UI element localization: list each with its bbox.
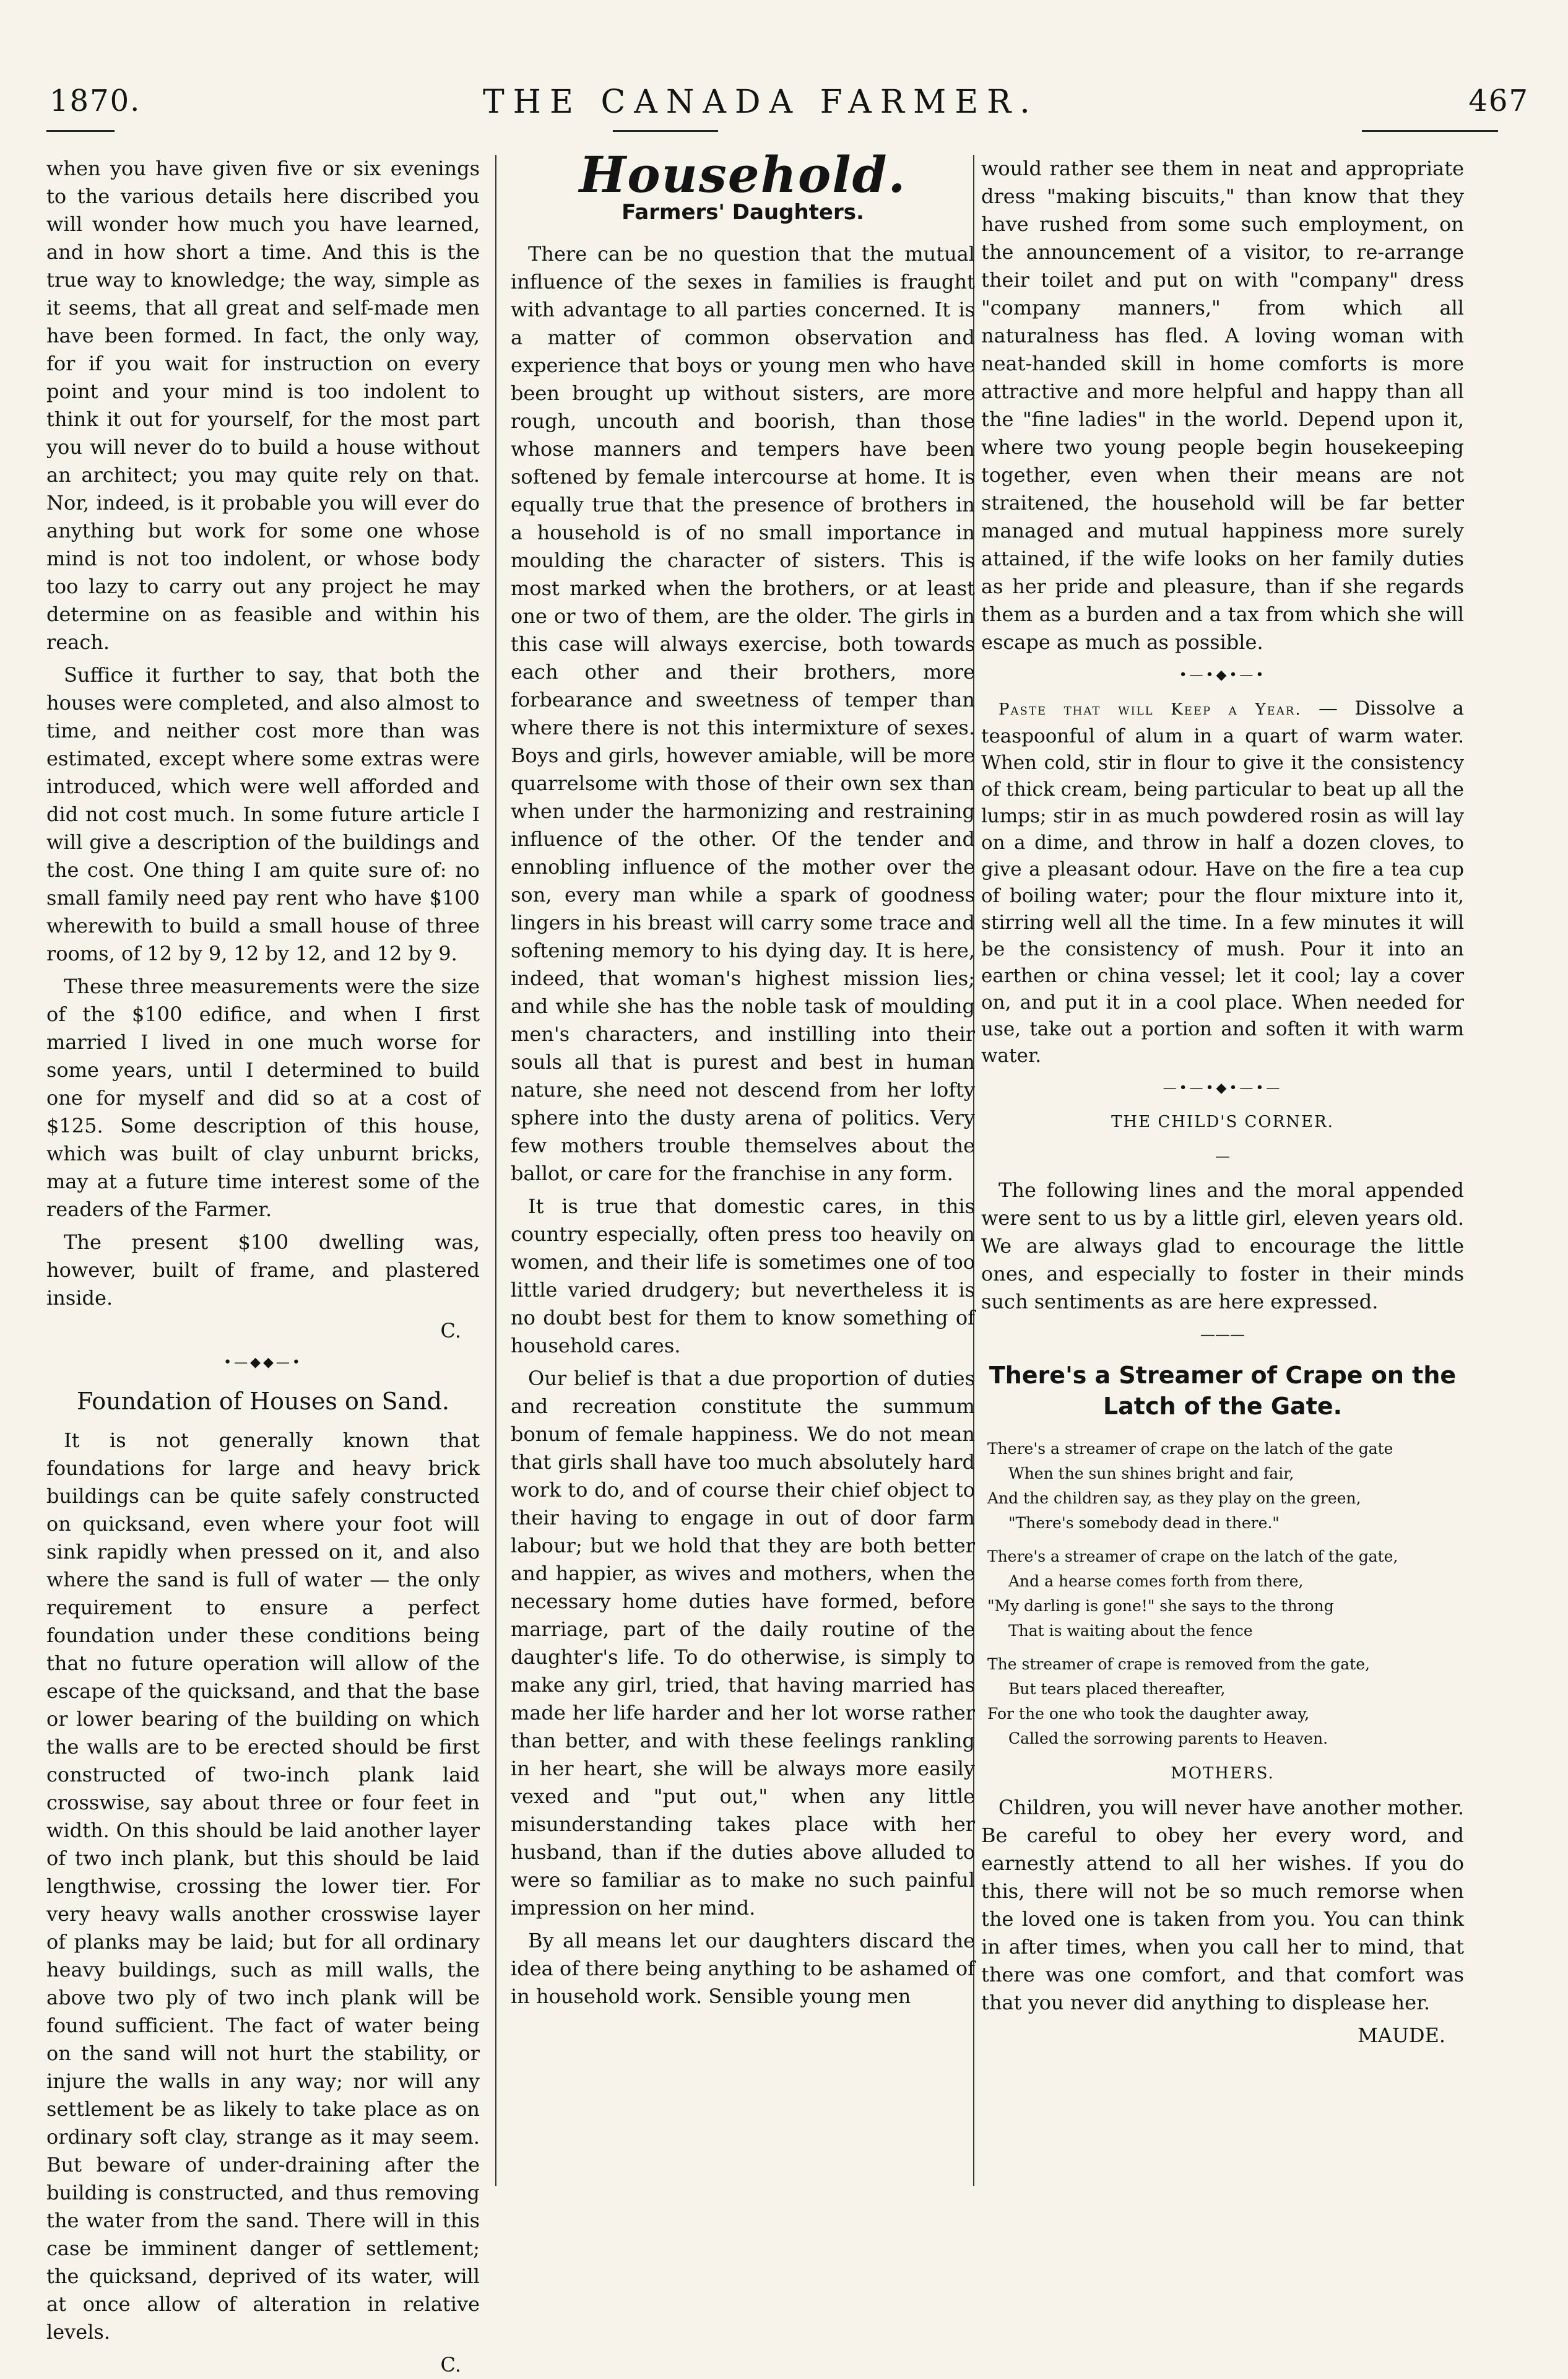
ornament: •—•◆•—• — [1179, 668, 1267, 683]
section-heading: Foundation of Houses on Sand. — [76, 1388, 450, 1415]
poem-line: That is waiting about the fence — [1008, 1622, 1253, 1640]
divider: ——— — [1200, 1326, 1245, 1343]
childs-corner-heading: THE CHILD'S CORNER. — [1111, 1113, 1334, 1131]
paragraph: The present $100 dwelling was, however, built of frame, and plastered inside. — [46, 1230, 480, 1310]
poem-line: "My darling is gone!" she says to the throng — [987, 1597, 1334, 1615]
paragraph: It is true that domestic cares, in this country especially, often press too heavily on women, and their life is sometimes one of too little varied drudgery; but nevertheless it is no doubt best for them to know something of household cares. — [511, 1194, 975, 1357]
recipe — [981, 695, 1464, 1069]
moral-heading: MOTHERS. — [1171, 1764, 1275, 1783]
poem-line: For the one who took the daughter away, — [987, 1705, 1310, 1723]
poem-line: And a hearse comes forth from there, — [1008, 1572, 1304, 1590]
poem-line: When the sun shines bright and fair, — [1008, 1464, 1294, 1482]
paragraph: would rather see them in neat and appropriate dress "making biscuits," than know that they have rushed from some such employment, on the announcement of a visitor, to re-arrange their toilet and put on with "company" dress "company manners," from which all naturalness has fled. A loving woman with neat-handed skill in home comforts is more attractive and more helpful and happy than all the "fine ladies" in the world. Depend upon it, where two young people begin housekeeping together, even when their means are not straitened, the household will be far better managed and mutual happiness more surely attained, if the wife looks on her family duties as her pride and pleasure, than if she regards them as a burden and a tax from which she will escape as much as possible. — [981, 157, 1464, 654]
divider: — — [1215, 1147, 1230, 1165]
poem-title: There's a Streamer of Crape on the Latch of the Gate. — [989, 1362, 1457, 1420]
column-3 — [981, 155, 1464, 2050]
poem-line: There's a streamer of crape on the latch of the gate — [987, 1440, 1393, 1458]
poem-stanza — [987, 1437, 1464, 1536]
department-title: Household. — [579, 146, 907, 204]
header-title: THE CANADA FARMER. — [483, 84, 1039, 121]
ornament: —•—•◆•—•— — [1163, 1081, 1283, 1096]
recipe-text: — Dissolve a teaspoonful of alum in a quart of warm water. When cold, stir in flour to give it the consistency of thick cream, being particular to beat up all the lumps; stir in as much powdered rosin as will lay on a dime, and throw in half a dozen cloves, to give a pleasant odour. Have on the fire a tea cup of boiling water; pour the flour mixture into it, stirring well all the time. In a few minutes it will be the consistency of mush. Pour it into an earthen or china vessel; let it cool; lay a cover on, and put it in a cool place. When needed for use, take out a portion and soften it with warm water. — [981, 697, 1465, 1067]
poem-stanza — [987, 1652, 1464, 1751]
header-page-number: 467 — [1468, 84, 1529, 118]
signature: C. — [440, 2353, 461, 2377]
column-2 — [511, 146, 975, 2016]
signature: MAUDE. — [1357, 2024, 1445, 2047]
header-year: 1870. — [50, 84, 141, 118]
header-rule-right — [1362, 130, 1498, 132]
poem-line: There's a streamer of crape on the latch of the gate, — [987, 1547, 1398, 1565]
poem-line: Called the sorrowing parents to Heaven. — [1008, 1729, 1328, 1747]
paragraph: It is not generally known that foundations for large and heavy brick buildings can be quite safely constructed on quicksand, even where your foot will sink rapidly when pressed on it, and also where the sand is full of water — the only requirement to ensure a perfect foundation under these conditions being that no future operation will allow of the escape of the quicksand, and that the base or lower bearing of the building on which the walls are to be erected should be first constructed of two-inch plank laid crosswise, say about three or four feet in width. On this should be laid another layer of two inch plank, but this should be laid lengthwise, crossing the lower tier. For very heavy walls another crosswise layer of planks may be laid; but for all ordinary heavy buildings, such as mill walls, the above two ply of two inch plank will be found sufficient. The fact of water being on the sand will not hurt the stability, or injure the walls in any way; nor will any settlement be as likely to take place as on ordinary soft clay, strange as it may seem. But beware of under-draining after the building is constructed, and thus removing the water from the sand. There will in this case be imminent danger of settlement; the quicksand, deprived of its water, will at once allow of alteration in relative levels. — [46, 1429, 480, 2344]
paragraph: By all means let our daughters discard the idea of there being anything to be ashamed of in household work. Sensible young men — [511, 1929, 975, 2008]
paragraph: when you have given five or six evenings to the various details here discribed you will wonder how much you have learned, and in how short a time. And this is the true way to knowledge; the way, simple as it seems, that all great and self-made men have been formed. In fact, the only way, for if you wait for instruction on every point and your mind is too indolent to think it out for yourself, for the most part you will never do to build a house without an architect; you may quite rely on that. Nor, indeed, is it probable you will ever do anything but work for some one whose mind is not too indolent, or whose body too lazy to carry out any project he may determine on as feasible and within his reach. — [46, 157, 480, 654]
paragraph: Children, you will never have another mother. Be careful to obey her every word, and earnestly attend to all her wishes. If you do this, there will not be so much remorse when the loved one is taken from you. You can think in after times, when you call her to mind, that there was one comfort, and that comfort was that you never did anything to displease her. — [981, 1796, 1464, 2014]
poem-line: "There's somebody dead in there." — [1008, 1514, 1280, 1532]
paragraph: There can be no question that the mutual influence of the sexes in families is fraught with advantage to all parties concerned. It is a matter of common observation and experience that boys or young men who have been brought up without sisters, are more rough, uncouth and boorish, than those whose manners and tempers have been softened by female intercourse at home. It is equally true that the presence of brothers in a household is of no small importance in moulding the character of sisters. This is most marked when the brothers, or at least one or two of them, are the older. The girls in this case will always exercise, both towards each other and their brothers, more forbearance and sweetness of temper than where there is not this intermixture of sexes. Boys and girls, however amiable, will be more quarrelsome with those of their own sex than when under the harmonizing and restraining influence of the other. Of the tender and ennobling influence of the mother over the son, every man while a spark of goodness lingers in his breast will carry some trace and softening memory to his dying day. It is here, indeed, that woman's highest mission lies; and while she has the noble task of moulding men's characters, and instilling into their souls all that is purest and best in human nature, she need not descend from her lofty sphere into the dusty arena of politics. Very few mothers trouble themselves about the ballot, or care for the franchise in any form. — [511, 242, 975, 1185]
ornament: •—◆◆—• — [223, 1355, 303, 1370]
signature: C. — [440, 1319, 461, 1342]
poem-stanza — [987, 1544, 1464, 1643]
recipe-title: Paste that will Keep a Year. — [998, 700, 1302, 719]
header-rule-center — [613, 130, 718, 132]
poem-line: And the children say, as they play on the green, — [987, 1489, 1361, 1507]
paragraph: Our belief is that a due proportion of duties and recreation constitute the summum bonum of female happiness. We do not mean that girls shall have too much absolutely hard work to do, and of course their chief object to their having to engage in out of door farm labour; but we hold that they are both better and happier, as wives and mothers, when the necessary home duties have formed, before marriage, part of the daily routine of the daughter's life. To do otherwise, is simply to make any girl, tried, that having married has made her life harder and her lot worse rather than better, and with these feelings rankling in her heart, she will be always more easily vexed and "put out," when any little misunderstanding takes place with her husband, than if the duties above alluded to were so familiar as to make no such painful impression on her mind. — [511, 1367, 975, 1920]
paragraph: Suffice it further to say, that both the houses were completed, and also almost to time, and neither cost more than was estimated, except where some extras were introduced, which were well afforded and did not cost much. In some future article I will give a description of the buildings and the cost. One thing I am quite sure of: no small family need pay rent who have $100 wherewith to build a small house of three rooms, of 12 by 9, 12 by 12, and 12 by 9. — [46, 663, 480, 965]
column-divider-1 — [495, 155, 496, 2186]
poem-line: But tears placed thereafter, — [1008, 1680, 1226, 1698]
paragraph: The following lines and the moral appended were sent to us by a little girl, eleven years old. We are always glad to encourage the little ones, and especially to foster in their minds such sentiments as are here expressed. — [981, 1178, 1464, 1313]
paragraph: These three measurements were the size of the $100 edifice, and when I first married I lived in one much worse for some years, until I determined to build one for myself and did so at a cost of $125. Some description of this house, which was built of clay unburnt bricks, may at a future time interest some of the readers of the Farmer. — [46, 975, 480, 1221]
poem-line: The streamer of crape is removed from the gate, — [987, 1655, 1370, 1673]
column-1 — [46, 155, 480, 2379]
page-header — [43, 84, 1529, 142]
header-rule-left — [46, 130, 115, 132]
article-heading: Farmers' Daughters. — [622, 200, 864, 225]
